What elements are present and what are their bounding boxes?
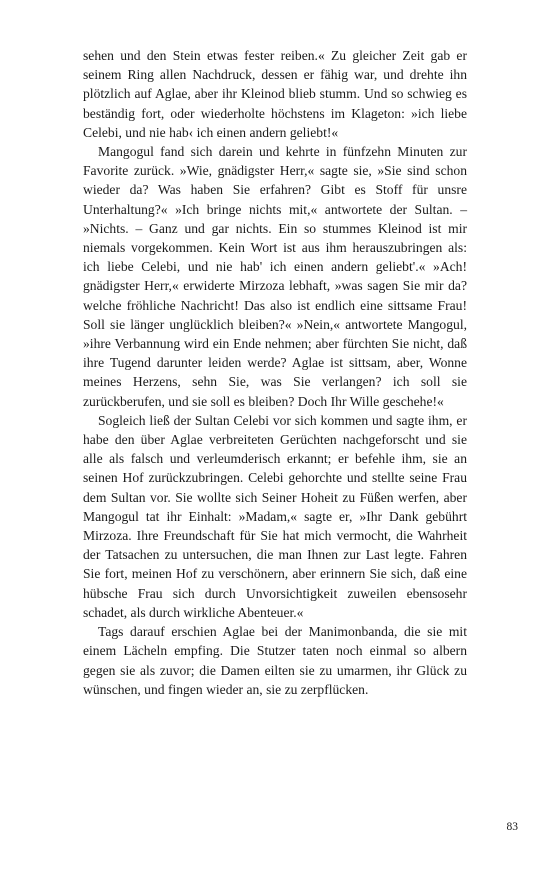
page-number: 83	[506, 821, 518, 833]
paragraph: Sogleich ließ der Sultan Celebi vor sich kommen und sagte ihm, er habe den über Aglae verbreiteten Gerüchten nachgeforscht und sie alle als falsch und verleumderisch erkannt; er befehle ihm, sie an seinen Hof zurückzubringen. Celebi gehorchte und stellte seine Frau dem Sultan vor. Sie wollte sich Seiner Hoheit zu Füßen werfen, aber Mangogul tat ihr Einhalt: »Madam,« sagte er, »Ihr Dank gebührt Mirzoza. Ihre Freundschaft für Sie hat mich vermocht, die Wahrheit der Tatsachen zu untersuchen, die man Ihnen zur Last legte. Fahren Sie fort, meinen Hof zu verschönern, aber erinnern Sie sich, daß eine hübsche Frau sich durch Unvorsichtigkeit zuweilen ebensosehr schadet, als durch wirkliche Abenteuer.«	[83, 412, 467, 620]
body-text	[83, 46, 467, 699]
paragraph-continuation: sehen und den Stein etwas fester reiben.« Zu gleicher Zeit gab er seinem Ring allen Nachdruck, dessen er fähig war, und drehte ihn plötzlich auf Aglae, aber ihr Kleinod blieb stumm. Und so schwieg es beständig fort, oder wiederholte höchstens im Klageton: »ich liebe Celebi, und nie hab‹ ich einen andern geliebt!«	[83, 48, 467, 140]
paragraph: Tags darauf erschien Aglae bei der Manimonbanda, die sie mit einem Lächeln empfing. Die Stutzer taten noch einmal so albern gegen sie als zuvor; die Damen eilten sie zu umarmen, ihr Glück zu wünschen, und fingen wieder an, sie zu zerpflücken.	[83, 624, 467, 697]
paragraph: Mangogul fand sich darein und kehrte in fünfzehn Minuten zur Favorite zurück. »Wie, gnädigster Herr,« sagte sie, »Sie sind schon wieder da? Was haben Sie erfahren? Gibt es Stoff für unsre Unterhaltung?« »Ich bringe nichts mit,« antwortete der Sultan. – »Nichts. – Ganz und gar nichts. Ein so stummes Kleinod ist mir niemals vorgekommen. Kein Wort ist aus ihm herauszubringen als: ich liebe Celebi, und nie hab' ich einen andern geliebt'.« »Ach! gnädigster Herr,« erwiderte Mirzoza lebhaft, »was sagen Sie mir da? welche fröhliche Nachricht! Das also ist endlich eine sittsame Frau! Soll sie länger unglücklich bleiben?« »Nein,« antwortete Mangogul, »ihre Verbannung wird ein Ende nehmen; aber fürchten Sie nicht, daß ihre Tugend darunter leiden werde? Aglae ist sittsam, aber, Wonne meines Herzens, sehn Sie, was Sie verlangen? ich soll sie zurückberufen, und sie soll es bleiben? Doch Ihr Wille geschehe!«	[83, 144, 467, 409]
